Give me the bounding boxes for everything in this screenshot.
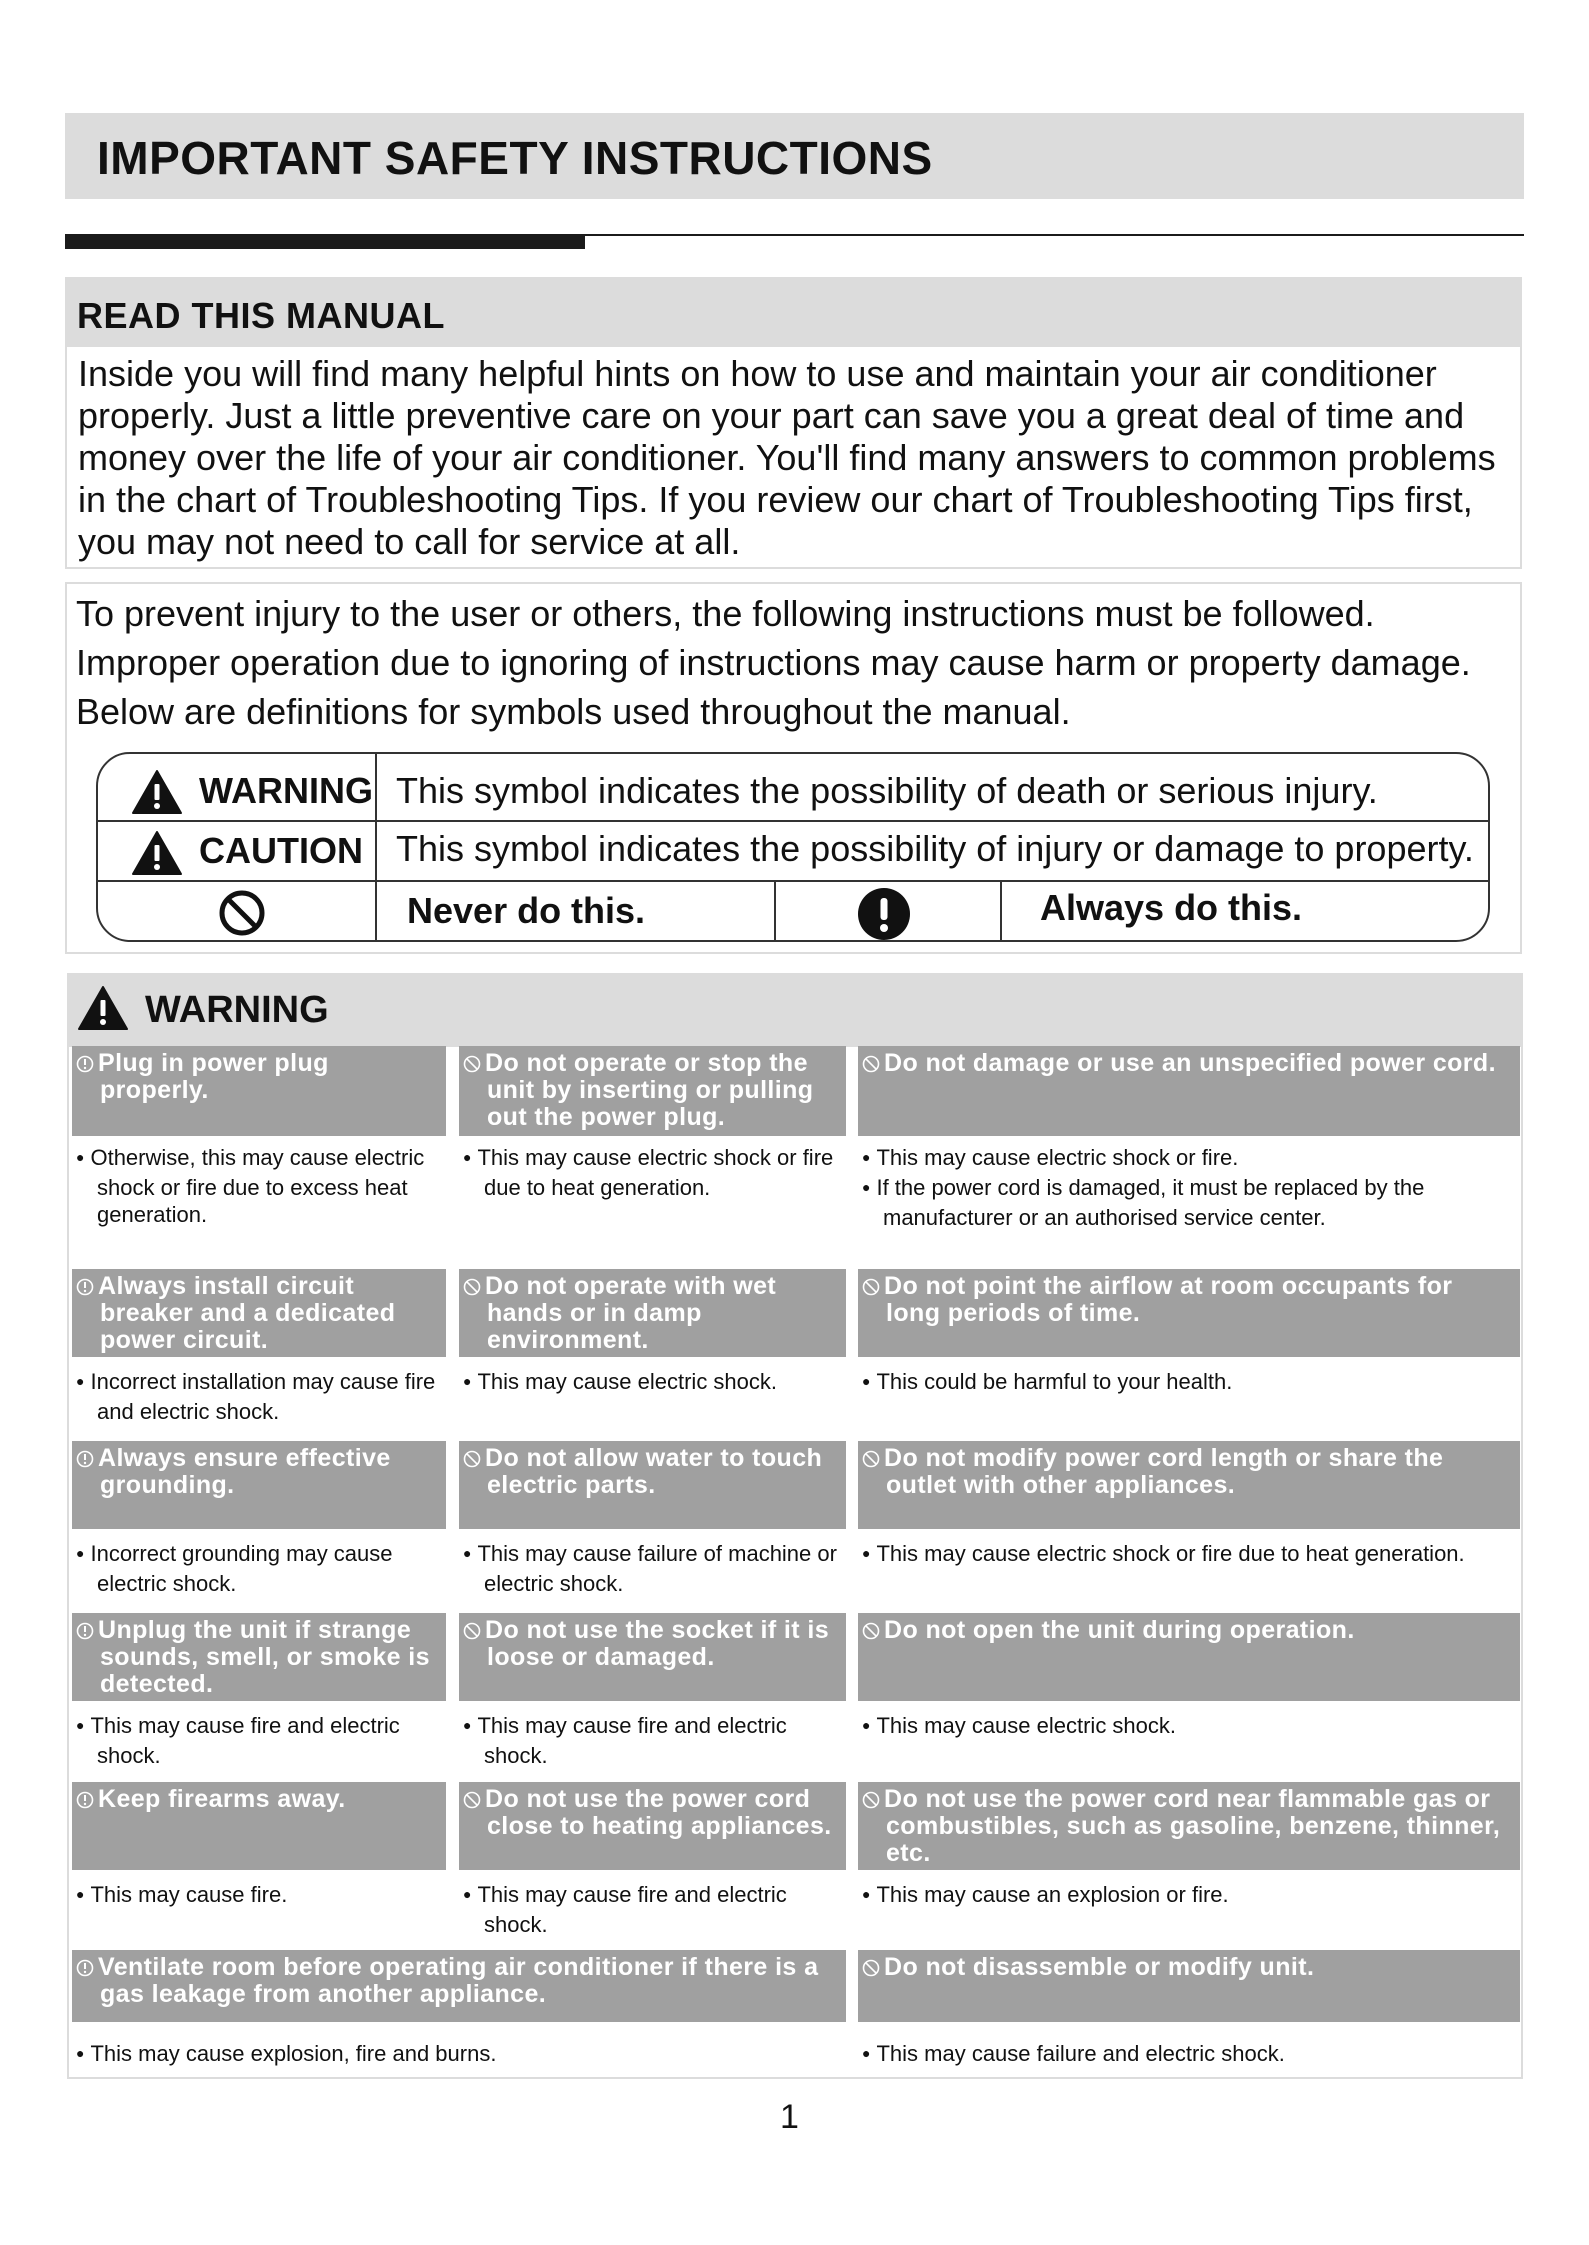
prohibited-icon: [463, 1450, 481, 1468]
warning-item-title: [72, 1046, 446, 1136]
warning-item-title-text: Always install circuit breaker and a dedicated power circuit.: [98, 1272, 396, 1354]
warning-item-notes: [76, 1540, 446, 1597]
prohibited-icon: [463, 1278, 481, 1296]
prohibited-icon: [463, 1622, 481, 1640]
title-bar: [65, 113, 1524, 199]
always-do-label: Always do this.: [1040, 887, 1303, 928]
warning-item-note: ● This may cause electric shock.: [463, 1368, 846, 1398]
warning-item-notes: [463, 1881, 846, 1938]
warning-item-note: ● This may cause fire and electric shock.: [463, 1881, 846, 1938]
always-circle-icon: [76, 1450, 94, 1468]
warning-item-note: ● This may cause electric shock.: [862, 1712, 1520, 1742]
warning-item-notes: [862, 1712, 1520, 1742]
prohibited-icon: [862, 1055, 880, 1073]
read-manual-body: Inside you will find many helpful hints on how to use and maintain your air conditioner properly. Just a little preventive care on your part can save you a great deal of time and money over the life of your air conditioner. You'll find many answers to common problems in the chart of Troubleshooting Tips. If you review our chart of Troubleshooting Tips first, you may not need to call for service at all.: [78, 353, 1496, 562]
prohibited-icon: [463, 1055, 481, 1073]
warning-item-notes: [463, 1540, 846, 1597]
warning-item-title: [72, 1269, 446, 1357]
warning-item-notes: [76, 1881, 446, 1911]
prohibited-icon: [862, 1959, 880, 1977]
warning-item-title-text: Unplug the unit if strange sounds, smell, or smoke is detected.: [98, 1616, 430, 1698]
warning-item-title-text: Do not modify power cord length or share the outlet with other appliances.: [884, 1444, 1444, 1499]
read-manual-header: [67, 279, 1520, 347]
warning-item-title: [858, 1441, 1520, 1529]
prohibited-icon: [862, 1278, 880, 1296]
warning-item-note: ● This may cause an explosion or fire.: [862, 1881, 1520, 1911]
always-circle-icon: [76, 1791, 94, 1809]
warning-item-title: [72, 1782, 446, 1870]
warning-item-note: ● This may cause failure and electric shock.: [862, 2040, 1520, 2070]
warning-triangle-icon: [131, 769, 183, 815]
warning-item-title-text: Do not operate with wet hands or in damp environment.: [485, 1272, 777, 1354]
warning-item-notes: [76, 2040, 846, 2070]
warning-item-title-text: Do not allow water to touch electric parts.: [485, 1444, 823, 1499]
warning-item-title-text: Do not damage or use an unspecified power cord.: [884, 1049, 1496, 1077]
warning-item-title: [459, 1782, 846, 1870]
mandatory-exclamation-icon: [857, 887, 911, 941]
symbol-table-divider: [98, 880, 1488, 882]
warning-item-title: [858, 1046, 1520, 1136]
warning-item-title-text: Do not use the power cord close to heating appliances.: [485, 1785, 832, 1840]
warning-item-notes: [463, 1368, 846, 1398]
warning-item-note: ● This may cause electric shock or fire due to heat generation.: [862, 1540, 1520, 1570]
warning-item-title: [72, 1950, 846, 2022]
title-rule-thick: [65, 234, 585, 249]
warning-item-title-text: Always ensure effective grounding.: [98, 1444, 391, 1499]
warning-item-title: [459, 1269, 846, 1357]
symbol-table-divider: [774, 880, 776, 942]
warning-item-notes: [862, 1144, 1520, 1231]
warning-definition: This symbol indicates the possibility of death or serious injury.: [396, 770, 1378, 811]
warning-item-note: ● Otherwise, this may cause electric shock or fire due to excess heat generation.: [76, 1144, 446, 1228]
warning-item-notes: [76, 1712, 446, 1769]
warning-item-note: ● Incorrect grounding may cause electric shock.: [76, 1540, 446, 1597]
warning-section-heading: WARNING: [145, 989, 329, 1031]
symbol-table-divider: [98, 820, 1488, 822]
warning-label: WARNING: [199, 770, 373, 811]
prohibited-icon: [862, 1450, 880, 1468]
warning-item-notes: [76, 1144, 446, 1228]
warning-item-note: ● Incorrect installation may cause fire and electric shock.: [76, 1368, 446, 1425]
read-manual-heading: READ THIS MANUAL: [77, 295, 445, 336]
always-circle-icon: [76, 1055, 94, 1073]
warning-item-notes: [862, 2040, 1520, 2070]
warning-item-title: [459, 1441, 846, 1529]
warning-item-note: ● This may cause fire.: [76, 1881, 446, 1911]
warning-item-title-text: Do not disassemble or modify unit.: [884, 1953, 1315, 1981]
never-do-label: Never do this.: [407, 890, 646, 931]
warning-item-note: ● This may cause failure of machine or electric shock.: [463, 1540, 846, 1597]
warning-item-notes: [463, 1144, 846, 1201]
warning-item-title-text: Do not point the airflow at room occupants for long periods of time.: [884, 1272, 1453, 1327]
warning-item-notes: [862, 1368, 1520, 1398]
title-rule-thin: [585, 234, 1524, 236]
prevent-injury-text: To prevent injury to the user or others, the following instructions must be followed. Improper operation due to ignoring of instructions may cause harm or property damage. Below are definitions for symbols used throughout the manual.: [76, 593, 1471, 732]
warning-item-notes: [862, 1881, 1520, 1911]
warning-item-title-text: Do not operate or stop the unit by inserting or pulling out the power plug.: [485, 1049, 814, 1131]
warning-section-header: [69, 975, 1521, 1047]
prohibited-icon: [463, 1791, 481, 1809]
always-circle-icon: [76, 1278, 94, 1296]
caution-label: CAUTION: [199, 830, 363, 871]
warning-item-note: ● This may cause explosion, fire and burns.: [76, 2040, 846, 2070]
warning-item-title-text: Do not open the unit during operation.: [884, 1616, 1355, 1644]
warning-item-note: ● This may cause fire and electric shock.: [76, 1712, 446, 1769]
prohibited-icon: [862, 1622, 880, 1640]
warning-item-title: [858, 1782, 1520, 1870]
warning-item-title-text: Plug in power plug properly.: [98, 1049, 329, 1104]
warning-item-title: [72, 1441, 446, 1529]
warning-item-title: [72, 1613, 446, 1701]
warning-item-title: [459, 1613, 846, 1701]
page-number: 1: [780, 2098, 799, 2136]
warning-triangle-icon: [77, 985, 129, 1031]
always-circle-icon: [76, 1622, 94, 1640]
warning-item-title-text: Do not use the power cord near flammable gas or combustibles, such as gasoline, benzene, thinner, etc.: [884, 1785, 1501, 1867]
page-title: IMPORTANT SAFETY INSTRUCTIONS: [97, 132, 933, 184]
caution-definition: This symbol indicates the possibility of injury or damage to property.: [396, 828, 1474, 869]
warning-item-note: ● This may cause electric shock or fire.: [862, 1144, 1520, 1174]
read-manual-section: [65, 277, 1522, 569]
warning-item-title-text: Ventilate room before operating air conditioner if there is a gas leakage from another appliance.: [98, 1953, 819, 2008]
warning-item-title: [858, 1613, 1520, 1701]
symbol-table: [96, 752, 1490, 942]
warning-item-title: [858, 1269, 1520, 1357]
prohibited-icon: [218, 889, 266, 937]
warning-item-title: [459, 1046, 846, 1136]
symbol-definitions-section: [65, 582, 1522, 954]
caution-triangle-icon: [131, 830, 183, 876]
warning-item-notes: [862, 1540, 1520, 1570]
warning-item-title-text: Keep firearms away.: [98, 1785, 346, 1813]
warning-item-title: [858, 1950, 1520, 2022]
warning-item-note: ● This may cause electric shock or fire due to heat generation.: [463, 1144, 846, 1201]
prohibited-icon: [862, 1791, 880, 1809]
symbol-table-divider: [1000, 880, 1002, 942]
warning-item-note: ● If the power cord is damaged, it must be replaced by the manufacturer or an authorised service center.: [862, 1174, 1520, 1231]
symbol-table-divider: [375, 754, 377, 942]
warning-item-title-text: Do not use the socket if it is loose or damaged.: [485, 1616, 829, 1671]
warning-item-notes: [76, 1368, 446, 1425]
warning-item-note: ● This may cause fire and electric shock.: [463, 1712, 846, 1769]
warning-item-notes: [463, 1712, 846, 1769]
always-circle-icon: [76, 1959, 94, 1977]
warning-item-note: ● This could be harmful to your health.: [862, 1368, 1520, 1398]
